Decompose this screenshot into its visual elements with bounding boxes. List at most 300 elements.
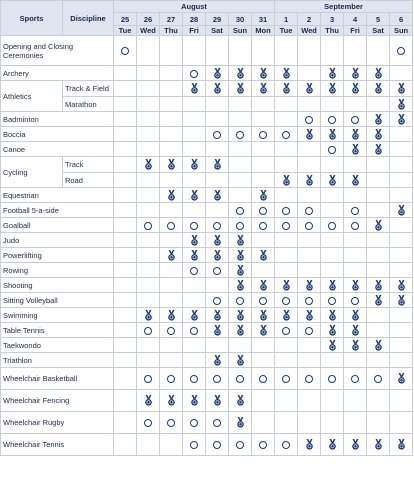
event-ring-icon <box>213 297 221 305</box>
schedule-cell <box>390 127 413 142</box>
medal-icon <box>305 280 314 291</box>
schedule-cell <box>275 127 298 142</box>
schedule-cell <box>183 434 206 456</box>
schedule-cell <box>367 218 390 233</box>
medal-icon <box>328 175 337 186</box>
medal-icon <box>259 250 268 261</box>
medal-icon <box>236 395 245 406</box>
schedule-cell <box>114 127 137 142</box>
schedule-cell <box>344 203 367 218</box>
event-ring-icon <box>213 441 221 449</box>
schedule-cell <box>183 368 206 390</box>
schedule-cell <box>275 97 298 112</box>
schedule-cell <box>206 203 229 218</box>
medal-icon <box>351 175 360 186</box>
schedule-cell <box>160 218 183 233</box>
event-ring-icon <box>305 222 313 230</box>
event-ring-icon <box>213 375 221 383</box>
schedule-cell <box>275 188 298 203</box>
schedule-cell <box>137 434 160 456</box>
event-ring-icon <box>328 375 336 383</box>
medal-icon <box>351 68 360 79</box>
event-ring-icon <box>282 375 290 383</box>
schedule-cell <box>137 233 160 248</box>
schedule-cell <box>160 97 183 112</box>
schedule-cell <box>344 293 367 308</box>
schedule-cell <box>275 434 298 456</box>
schedule-row <box>1 142 413 157</box>
schedule-cell <box>298 173 321 188</box>
schedule-cell <box>114 233 137 248</box>
day-number: 25 <box>114 13 137 26</box>
schedule-cell <box>275 203 298 218</box>
event-ring-icon <box>259 375 267 383</box>
schedule-cell <box>252 308 275 323</box>
sport-name: Goalball <box>1 218 114 233</box>
schedule-cell <box>229 173 252 188</box>
schedule-cell <box>390 434 413 456</box>
medal-icon <box>167 159 176 170</box>
event-ring-icon <box>236 375 244 383</box>
event-ring-icon <box>213 267 221 275</box>
schedule-row <box>1 323 413 338</box>
schedule-cell <box>344 218 367 233</box>
schedule-cell <box>183 142 206 157</box>
event-ring-icon <box>236 222 244 230</box>
event-ring-icon <box>190 375 198 383</box>
schedule-cell <box>367 173 390 188</box>
schedule-cell <box>344 338 367 353</box>
schedule-cell <box>114 390 137 412</box>
sport-name: Canoe <box>1 142 114 157</box>
schedule-cell <box>160 263 183 278</box>
schedule-cell <box>298 188 321 203</box>
schedule-cell <box>160 36 183 66</box>
schedule-cell <box>114 308 137 323</box>
schedule-cell <box>206 308 229 323</box>
event-ring-icon <box>121 47 129 55</box>
schedule-cell <box>160 278 183 293</box>
medal-icon <box>397 83 406 94</box>
medal-icon <box>213 190 222 201</box>
schedule-cell <box>229 66 252 81</box>
medal-icon <box>351 325 360 336</box>
schedule-cell <box>275 412 298 434</box>
medal-icon <box>305 83 314 94</box>
schedule-cell <box>390 97 413 112</box>
schedule-cell <box>206 173 229 188</box>
schedule-cell <box>206 233 229 248</box>
medal-icon <box>190 310 199 321</box>
day-number: 5 <box>367 13 390 26</box>
schedule-cell <box>137 263 160 278</box>
medal-icon <box>190 395 199 406</box>
schedule-row <box>1 233 413 248</box>
sport-name: Athletics <box>1 81 63 112</box>
schedule-cell <box>137 112 160 127</box>
schedule-cell <box>390 233 413 248</box>
medal-icon <box>190 250 199 261</box>
schedule-cell <box>229 353 252 368</box>
schedule-cell <box>321 263 344 278</box>
schedule-cell <box>344 248 367 263</box>
discipline-name: Marathon <box>63 97 114 112</box>
month-header: September <box>275 1 413 13</box>
discipline-name: Track <box>63 157 114 173</box>
schedule-cell <box>206 97 229 112</box>
event-ring-icon <box>259 297 267 305</box>
schedule-cell <box>252 188 275 203</box>
schedule-cell <box>229 36 252 66</box>
schedule-row <box>1 173 413 188</box>
schedule-cell <box>298 218 321 233</box>
schedule-cell <box>344 97 367 112</box>
schedule-row <box>1 308 413 323</box>
schedule-cell <box>367 142 390 157</box>
event-ring-icon <box>328 116 336 124</box>
schedule-cell <box>252 203 275 218</box>
schedule-cell <box>344 127 367 142</box>
schedule-cell <box>321 66 344 81</box>
schedule-cell <box>344 66 367 81</box>
schedule-cell <box>183 323 206 338</box>
schedule-row <box>1 353 413 368</box>
schedule-cell <box>298 248 321 263</box>
schedule-cell <box>344 434 367 456</box>
schedule-cell <box>275 278 298 293</box>
schedule-cell <box>390 173 413 188</box>
schedule-cell <box>321 248 344 263</box>
schedule-cell <box>275 173 298 188</box>
medal-icon <box>167 395 176 406</box>
schedule-cell <box>252 263 275 278</box>
event-ring-icon <box>236 441 244 449</box>
schedule-cell <box>390 142 413 157</box>
event-ring-icon <box>213 222 221 230</box>
schedule-cell <box>160 188 183 203</box>
schedule-cell <box>137 127 160 142</box>
schedule-cell <box>344 353 367 368</box>
schedule-cell <box>160 81 183 97</box>
schedule-cell <box>229 142 252 157</box>
medal-icon <box>190 235 199 246</box>
schedule-cell <box>114 157 137 173</box>
event-ring-icon <box>282 207 290 215</box>
medal-icon <box>236 235 245 246</box>
schedule-cell <box>344 81 367 97</box>
medal-icon <box>374 68 383 79</box>
schedule-cell <box>321 81 344 97</box>
medal-icon <box>328 439 337 450</box>
schedule-cell <box>183 188 206 203</box>
schedule-cell <box>367 36 390 66</box>
day-name: Thu <box>160 26 183 36</box>
schedule-cell <box>390 323 413 338</box>
sport-name: Opening and Closing Ceremonies <box>1 36 114 66</box>
event-ring-icon <box>328 146 336 154</box>
sport-name: Wheelchair Fencing <box>1 390 114 412</box>
schedule-cell <box>137 203 160 218</box>
day-name: Wed <box>298 26 321 36</box>
discipline-column-header: Discipline <box>63 1 114 36</box>
medal-icon <box>397 99 406 110</box>
schedule-cell <box>137 248 160 263</box>
event-ring-icon <box>213 419 221 427</box>
schedule-cell <box>114 353 137 368</box>
medal-icon <box>397 114 406 125</box>
schedule-cell <box>160 308 183 323</box>
event-ring-icon <box>190 419 198 427</box>
schedule-cell <box>183 390 206 412</box>
medal-icon <box>236 280 245 291</box>
schedule-cell <box>344 390 367 412</box>
event-ring-icon <box>351 375 359 383</box>
medal-icon <box>259 310 268 321</box>
schedule-cell <box>321 218 344 233</box>
schedule-cell <box>137 97 160 112</box>
event-ring-icon <box>259 131 267 139</box>
schedule-cell <box>252 127 275 142</box>
schedule-cell <box>114 188 137 203</box>
schedule-row <box>1 338 413 353</box>
event-ring-icon <box>282 297 290 305</box>
schedule-cell <box>344 142 367 157</box>
schedule-row <box>1 293 413 308</box>
medal-icon <box>328 325 337 336</box>
schedule-cell <box>137 142 160 157</box>
schedule-cell <box>114 248 137 263</box>
schedule-row <box>1 81 413 97</box>
schedule-cell <box>114 203 137 218</box>
schedule-cell <box>298 203 321 218</box>
schedule-cell <box>298 434 321 456</box>
schedule-cell <box>137 188 160 203</box>
medal-icon <box>397 373 406 384</box>
schedule-cell <box>229 233 252 248</box>
schedule-cell <box>183 81 206 97</box>
schedule-cell <box>229 157 252 173</box>
day-name: Mon <box>252 26 275 36</box>
sport-name: Rowing <box>1 263 114 278</box>
medal-icon <box>236 310 245 321</box>
schedule-cell <box>367 323 390 338</box>
day-name: Tue <box>275 26 298 36</box>
schedule-cell <box>367 248 390 263</box>
schedule-cell <box>137 308 160 323</box>
medal-icon <box>144 310 153 321</box>
month-header: August <box>114 1 275 13</box>
medal-icon <box>259 83 268 94</box>
schedule-cell <box>252 368 275 390</box>
schedule-cell <box>367 97 390 112</box>
schedule-cell <box>114 97 137 112</box>
event-ring-icon <box>351 207 359 215</box>
medal-icon <box>236 265 245 276</box>
schedule-cell <box>275 157 298 173</box>
schedule-cell <box>160 127 183 142</box>
schedule-cell <box>275 323 298 338</box>
schedule-cell <box>229 203 252 218</box>
schedule-cell <box>321 127 344 142</box>
event-ring-icon <box>236 207 244 215</box>
schedule-cell <box>206 390 229 412</box>
day-name: Sat <box>206 26 229 36</box>
event-ring-icon <box>190 267 198 275</box>
schedule-cell <box>160 293 183 308</box>
medal-icon <box>144 395 153 406</box>
schedule-cell <box>390 412 413 434</box>
medal-icon <box>305 175 314 186</box>
schedule-cell <box>183 233 206 248</box>
schedule-cell <box>114 173 137 188</box>
sport-name: Wheelchair Rugby <box>1 412 114 434</box>
schedule-cell <box>252 338 275 353</box>
schedule-cell <box>275 233 298 248</box>
medal-icon <box>213 250 222 261</box>
day-number: 4 <box>344 13 367 26</box>
medal-icon <box>259 280 268 291</box>
schedule-cell <box>298 263 321 278</box>
schedule-cell <box>114 434 137 456</box>
schedule-cell <box>160 248 183 263</box>
event-ring-icon <box>282 222 290 230</box>
schedule-cell <box>183 412 206 434</box>
event-ring-icon <box>167 222 175 230</box>
event-ring-icon <box>305 297 313 305</box>
schedule-cell <box>229 293 252 308</box>
sport-name: Cycling <box>1 157 63 188</box>
sport-name: Boccia <box>1 127 114 142</box>
schedule-cell <box>252 112 275 127</box>
schedule-cell <box>367 157 390 173</box>
event-ring-icon <box>213 131 221 139</box>
sports-column-header: Sports <box>1 1 63 36</box>
schedule-cell <box>298 97 321 112</box>
medal-icon <box>328 68 337 79</box>
day-name: Thu <box>321 26 344 36</box>
schedule-cell <box>183 203 206 218</box>
schedule-cell <box>160 338 183 353</box>
schedule-cell <box>321 308 344 323</box>
medal-icon <box>167 310 176 321</box>
schedule-cell <box>321 112 344 127</box>
event-ring-icon <box>282 441 290 449</box>
schedule-row <box>1 203 413 218</box>
schedule-cell <box>275 142 298 157</box>
schedule-cell <box>229 97 252 112</box>
schedule-cell <box>390 263 413 278</box>
medal-icon <box>236 325 245 336</box>
sport-name: Badminton <box>1 112 114 127</box>
schedule-cell <box>390 248 413 263</box>
schedule-cell <box>344 157 367 173</box>
schedule-cell <box>160 157 183 173</box>
schedule-cell <box>137 390 160 412</box>
event-ring-icon <box>144 375 152 383</box>
day-number: 1 <box>275 13 298 26</box>
schedule-cell <box>183 263 206 278</box>
sport-name: Swimming <box>1 308 114 323</box>
day-name: Tue <box>114 26 137 36</box>
medal-icon <box>259 68 268 79</box>
event-ring-icon <box>259 222 267 230</box>
schedule-cell <box>183 157 206 173</box>
schedule-cell <box>298 338 321 353</box>
event-ring-icon <box>144 222 152 230</box>
schedule-cell <box>298 278 321 293</box>
event-ring-icon <box>397 47 405 55</box>
schedule-cell <box>114 36 137 66</box>
schedule-cell <box>275 218 298 233</box>
schedule-cell <box>206 353 229 368</box>
event-ring-icon <box>144 419 152 427</box>
medal-icon <box>259 325 268 336</box>
medal-icon <box>282 83 291 94</box>
schedule-cell <box>298 36 321 66</box>
schedule-cell <box>137 353 160 368</box>
schedule-row <box>1 97 413 112</box>
schedule-cell <box>229 278 252 293</box>
day-name: Fri <box>183 26 206 36</box>
schedule-row <box>1 368 413 390</box>
schedule-cell <box>183 248 206 263</box>
schedule-cell <box>298 142 321 157</box>
event-ring-icon <box>305 327 313 335</box>
medal-icon <box>374 220 383 231</box>
sport-name: Wheelchair Basketball <box>1 368 114 390</box>
schedule-cell <box>183 293 206 308</box>
schedule-cell <box>321 36 344 66</box>
day-name: Sun <box>229 26 252 36</box>
schedule-row <box>1 66 413 81</box>
schedule-cell <box>252 353 275 368</box>
schedule-cell <box>367 127 390 142</box>
event-ring-icon <box>374 375 382 383</box>
schedule-cell <box>252 248 275 263</box>
medal-icon <box>305 310 314 321</box>
schedule-cell <box>114 338 137 353</box>
schedule-cell <box>344 278 367 293</box>
schedule-cell <box>390 390 413 412</box>
medal-icon <box>397 439 406 450</box>
schedule-cell <box>367 412 390 434</box>
day-number: 29 <box>206 13 229 26</box>
schedule-cell <box>252 390 275 412</box>
schedule-cell <box>390 36 413 66</box>
event-ring-icon <box>351 116 359 124</box>
schedule-cell <box>206 81 229 97</box>
schedule-cell <box>114 66 137 81</box>
schedule-cell <box>275 308 298 323</box>
medal-icon <box>328 280 337 291</box>
schedule-cell <box>137 323 160 338</box>
medal-icon <box>374 295 383 306</box>
schedule-cell <box>344 412 367 434</box>
schedule-cell <box>229 188 252 203</box>
schedule-cell <box>275 112 298 127</box>
medal-icon <box>167 190 176 201</box>
schedule-cell <box>252 173 275 188</box>
schedule-row <box>1 263 413 278</box>
schedule-cell <box>367 203 390 218</box>
medal-icon <box>167 250 176 261</box>
event-ring-icon <box>167 419 175 427</box>
schedule-cell <box>275 263 298 278</box>
medal-icon <box>351 439 360 450</box>
schedule-cell <box>367 353 390 368</box>
schedule-cell <box>137 412 160 434</box>
medal-icon <box>328 340 337 351</box>
